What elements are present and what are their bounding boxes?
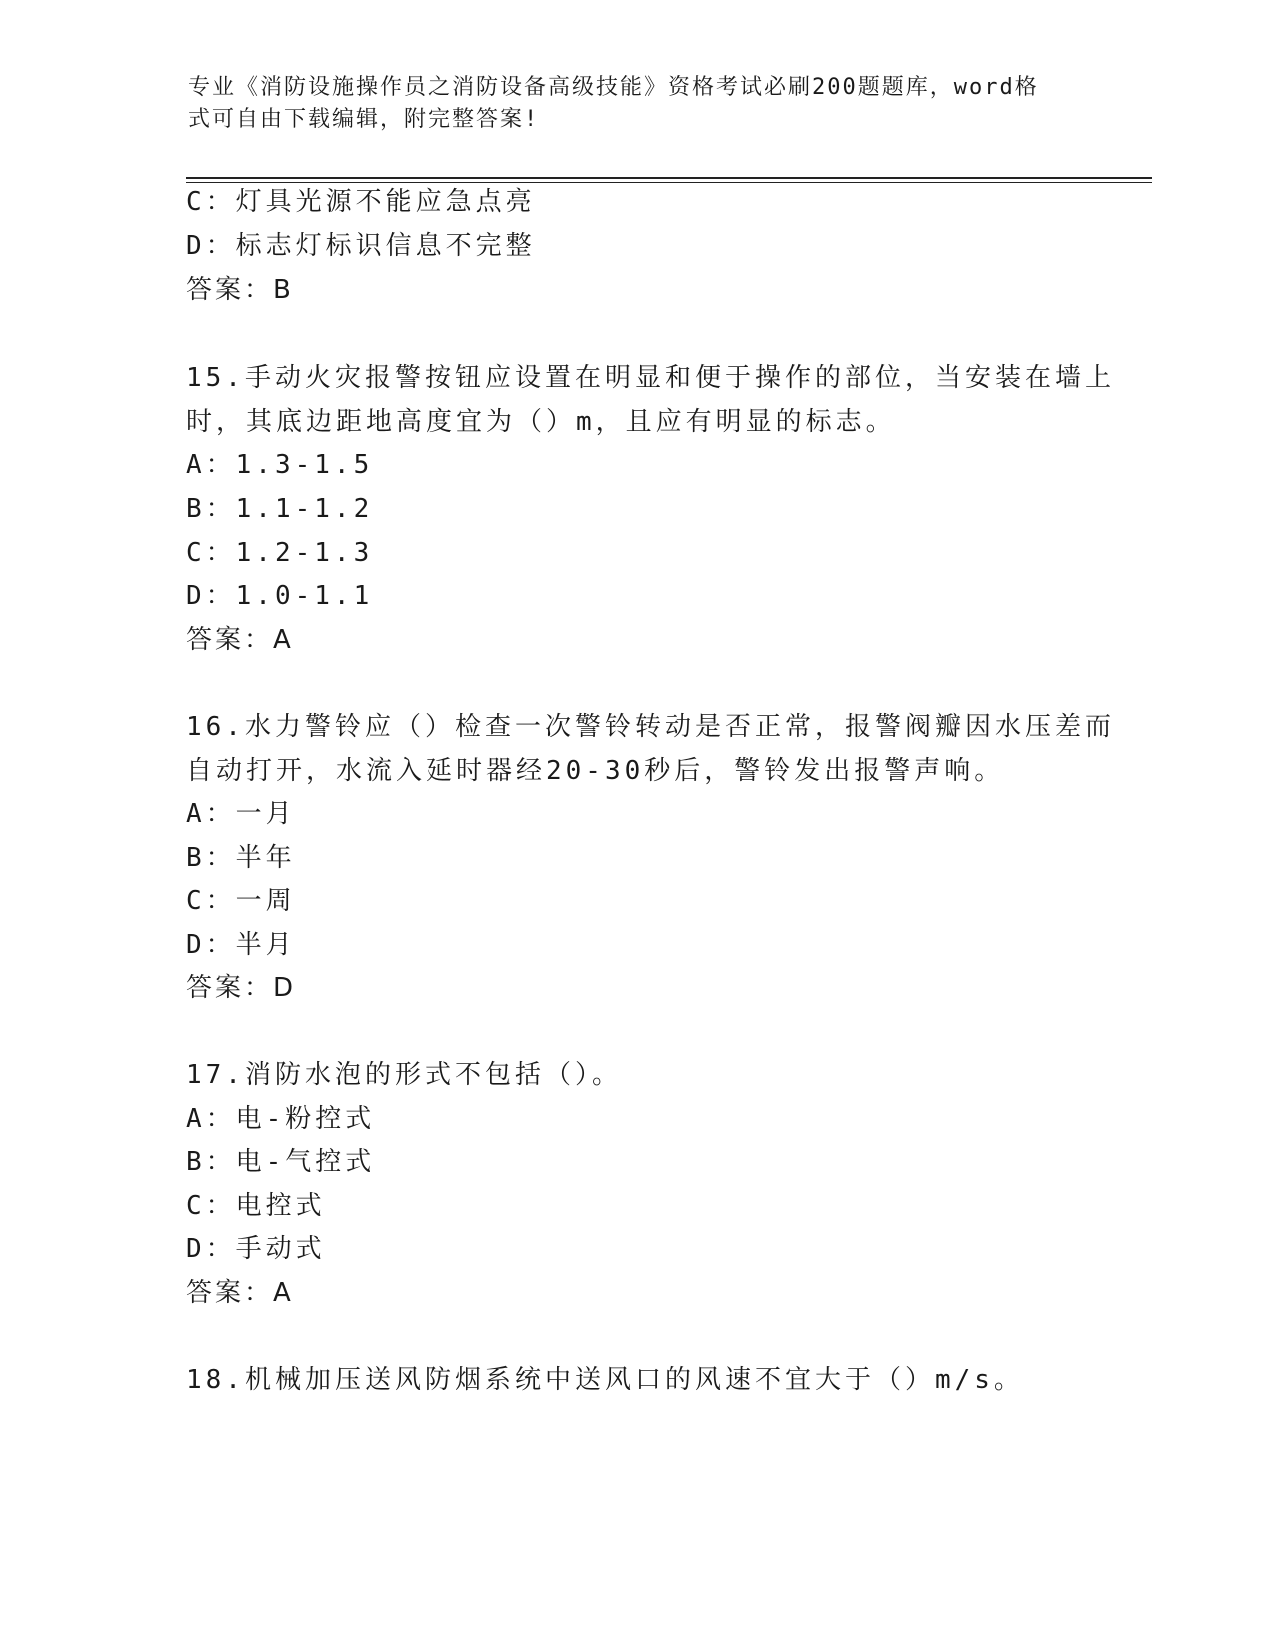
q15-option-b: B：1.1-1.2 (186, 494, 374, 524)
q15-option-a: A：1.3-1.5 (186, 450, 374, 480)
q17-option-b: B：电-气控式 (186, 1147, 376, 1177)
q14-option-d: D：标志灯标识信息不完整 (186, 231, 536, 261)
document-header (188, 72, 1068, 136)
q16-answer: 答案：D (186, 973, 297, 1003)
q17-answer: 答案：A (186, 1278, 294, 1308)
header-title-line-2: 式可自由下载编辑，附完整答案! (188, 107, 540, 132)
q15-option-c: C：1.2-1.3 (186, 538, 374, 568)
q15-option-d: D：1.0-1.1 (186, 581, 374, 611)
q17-option-a: A：电-粉控式 (186, 1104, 376, 1134)
q16-stem-line-1: 16.水力警铃应（）检查一次警铃转动是否正常，报警阀瓣因水压差而 (186, 712, 1115, 742)
q15-stem-line-2: 时，其底边距地高度宜为（）m，且应有明显的标志。 (186, 407, 896, 437)
q17-stem-line-1: 17.消防水泡的形式不包括（）。 (186, 1060, 622, 1090)
q16-option-a: A：一月 (186, 799, 296, 829)
q16-stem-line-2: 自动打开，水流入延时器经20-30秒后，警铃发出报警声响。 (186, 756, 1005, 786)
q16-option-d: D：半月 (186, 930, 296, 960)
q15-stem-line-1: 15.手动火灾报警按钮应设置在明显和便于操作的部位，当安装在墙上 (186, 363, 1115, 393)
q18-stem-line-1: 18.机械加压送风防烟系统中送风口的风速不宜大于（）m/s。 (186, 1365, 1024, 1395)
q16-option-b: B：半年 (186, 843, 296, 873)
header-divider (186, 177, 1152, 183)
q16-option-c: C：一周 (186, 886, 296, 916)
q17-option-c: C：电控式 (186, 1191, 326, 1221)
header-title-line-1: 专业《消防设施操作员之消防设备高级技能》资格考试必刷200题题库，word格 (188, 75, 1039, 100)
q14-answer: 答案：B (186, 275, 294, 305)
q14-option-c: C：灯具光源不能应急点亮 (186, 187, 536, 217)
q15-answer: 答案：A (186, 625, 294, 655)
q17-option-d: D：手动式 (186, 1234, 326, 1264)
